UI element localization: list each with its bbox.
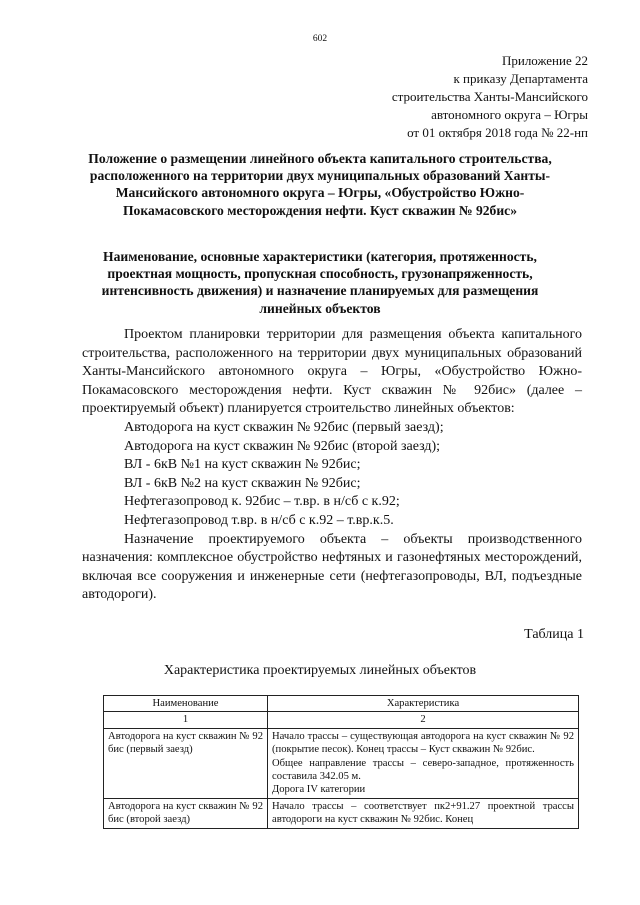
header-characteristics: Характеристика [268,696,579,712]
characteristics-table [103,695,579,829]
column-number: 2 [268,712,579,728]
description-line: Общее направление трассы – северо-западное, протяженность составила 342.05 м. [272,757,574,783]
table-number-row [104,712,579,728]
object-name-cell: Автодорога на куст скважин № 92 бис (первый заезд) [104,728,268,798]
header-name: Наименование [104,696,268,712]
object-name-cell: Автодорога на куст скважин № 92 бис (второй заезд) [104,798,268,828]
table-label: Таблица 1 [524,627,584,642]
object-list-item: Автодорога на куст скважин № 92бис (второй заезд); [124,438,441,454]
description-line: Начало трассы – существующая автодорога на куст скважин № 92 (покрытие песок). Конец трассы – Куст скважин № 92бис. [272,730,574,756]
object-list-item: Нефтегазопровод т.вр. в н/сб с к.92 – т.вр.к.5. [124,512,394,528]
purpose-paragraph: Назначение проектируемого объекта – объекты производственного назначения: комплексное обустройство нефтяных и газонефтяных месторождений, включая все сооружения и инженерные сети (нефтегазопроводы, ВЛ, подъездные автодороги). [82,531,582,603]
object-description-cell [268,798,579,828]
object-list-item: ВЛ - 6кВ №1 на куст скважин № 92бис; [124,457,361,473]
body-text [82,326,582,605]
appendix-reference [288,52,588,142]
appendix-line: к приказу Департамента [453,71,588,86]
document-title: Положение о размещении линейного объекта капитального строительства, расположенного на территории двух муниципальных образований Ханты-Мансийского автономного округа – Югры, «Обустройство Южно-Покамасовского месторождения нефти. Куст скважин № 92бис» [88,151,552,218]
page-number: 602 [312,34,328,44]
object-list-item: Нефтегазопровод к. 92бис – т.вр. в н/сб с к.92; [124,494,400,510]
intro-paragraph: Проектом планировки территории для размещения объекта капитального строительства, расположенного на территории двух муниципальных образований Ханты-Мансийского автономного округа – Югры, «Обустройство Южно-Покамасовского месторождения нефти. Куст скважин № 92бис» (далее – проектируемый объект) планируется строительство линейных объектов: [82,327,582,417]
object-description-cell [268,728,579,798]
table-row [104,798,579,828]
table-caption: Характеристика проектируемых линейных объектов [163,663,477,678]
description-line: Дорога IV категории [272,784,366,796]
table-row [104,728,579,798]
object-list-item: ВЛ - 6кВ №2 на куст скважин № 92бис; [124,475,361,491]
object-list-item: Автодорога на куст скважин № 92бис (первый заезд); [124,419,444,435]
appendix-line: Приложение 22 [501,53,588,68]
description-line: Начало трассы – соответствует пк2+91.27 проектной трассы автодороги на куст скважин № 92бис. Конец [272,800,574,826]
appendix-line: от 01 октября 2018 года № 22-нп [407,125,588,140]
appendix-line: автономного округа – Югры [431,107,588,122]
column-number: 1 [104,712,268,728]
section-title: Наименование, основные характеристики (категория, протяженность, проектная мощность, пропускная способность, грузонапряженность, интенсивность движения) и назначение планируемых для размещения линейных объектов [101,249,539,316]
table-header-row [104,696,579,712]
appendix-line: строительства Ханты-Мансийского [391,89,588,104]
